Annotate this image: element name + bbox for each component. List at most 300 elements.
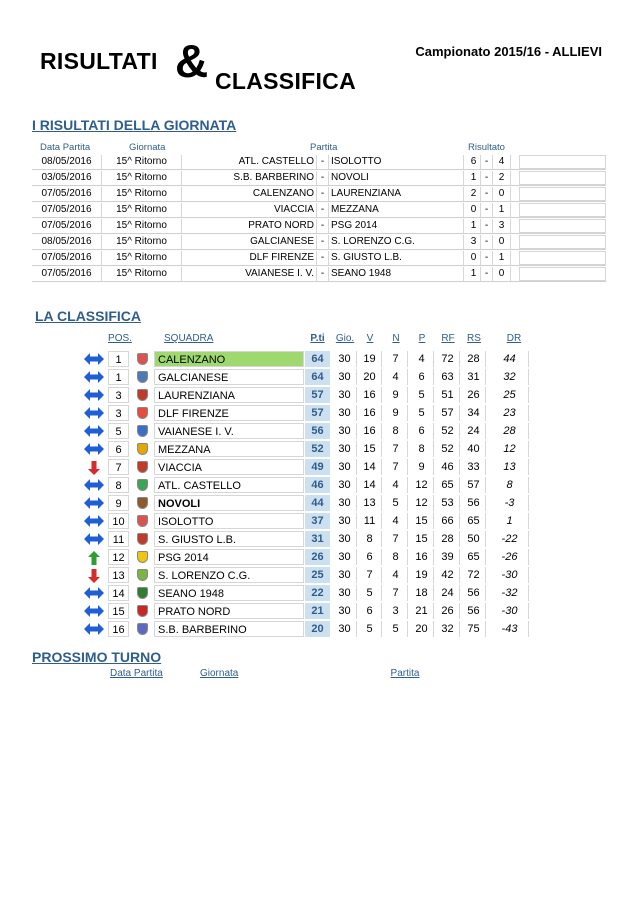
- result-away-goals: 1: [493, 251, 511, 265]
- result-giornata: 15^ Ritorno: [102, 187, 182, 201]
- standings-col-rs: RS: [467, 333, 481, 344]
- standings-col-dr: DR: [506, 333, 522, 344]
- standings-col-rf: RF: [441, 333, 455, 344]
- team-goals-for: 57: [436, 405, 460, 421]
- team-points: 57: [305, 387, 330, 403]
- arrow-left-right-icon: [84, 387, 106, 403]
- standings-col-pts: P.ti: [310, 333, 325, 344]
- result-date: 08/05/2016: [32, 155, 102, 169]
- team-position: 14: [108, 585, 129, 601]
- team-goal-difference: -22: [491, 531, 529, 547]
- team-goals-against: 33: [462, 459, 486, 475]
- team-goal-difference: 32: [491, 369, 529, 385]
- result-empty-cell: [519, 235, 606, 249]
- standings-row: [0, 422, 638, 440]
- team-points: 57: [305, 405, 330, 421]
- team-goals-against: 56: [462, 585, 486, 601]
- team-name: LAURENZIANA: [154, 387, 304, 403]
- team-goal-difference: -3: [491, 495, 529, 511]
- standings-row: [0, 404, 638, 422]
- team-played: 30: [333, 387, 357, 403]
- next-col-partita: Partita: [390, 668, 420, 679]
- team-played: 30: [333, 567, 357, 583]
- team-goals-against: 65: [462, 513, 486, 529]
- result-separator: -: [317, 235, 329, 249]
- team-wins: 6: [358, 549, 382, 565]
- result-empty-cell: [519, 187, 606, 201]
- team-played: 30: [333, 495, 357, 511]
- team-position: 5: [108, 423, 129, 439]
- team-wins: 13: [358, 495, 382, 511]
- result-home-team: VIACCIA: [182, 203, 317, 217]
- arrow-left-right-icon: [84, 441, 106, 457]
- result-row: [32, 266, 606, 282]
- result-row: [32, 234, 606, 250]
- team-wins: 16: [358, 423, 382, 439]
- team-wins: 5: [358, 621, 382, 637]
- result-empty-cell: [519, 267, 606, 281]
- result-home-goals: 1: [467, 171, 481, 185]
- team-goal-difference: -26: [491, 549, 529, 565]
- team-draws: 7: [384, 531, 408, 547]
- team-name: ATL. CASTELLO: [154, 477, 304, 493]
- standings-col-pos: POS.: [108, 333, 132, 344]
- result-row: [32, 218, 606, 234]
- team-goal-difference: 28: [491, 423, 529, 439]
- next-col-giornata: Giornata: [200, 668, 239, 679]
- team-goals-against: 72: [462, 567, 486, 583]
- team-goals-for: 26: [436, 603, 460, 619]
- result-away-goals: 0: [493, 267, 511, 281]
- result-date: 07/05/2016: [32, 251, 102, 265]
- team-draws: 9: [384, 405, 408, 421]
- team-goals-against: 56: [462, 603, 486, 619]
- result-score-separator: -: [481, 203, 493, 217]
- team-losses: 5: [410, 387, 434, 403]
- team-goals-against: 34: [462, 405, 486, 421]
- team-losses: 12: [410, 495, 434, 511]
- arrow-left-right-icon: [84, 405, 106, 421]
- team-logo-icon: [131, 405, 153, 421]
- result-home-goals: 0: [467, 203, 481, 217]
- arrow-left-right-icon: [84, 531, 106, 547]
- team-points: 26: [305, 549, 330, 565]
- team-goals-against: 26: [462, 387, 486, 403]
- team-draws: 8: [384, 549, 408, 565]
- standings-row: [0, 350, 638, 368]
- team-played: 30: [333, 369, 357, 385]
- arrow-left-right-icon: [84, 513, 106, 529]
- team-draws: 7: [384, 441, 408, 457]
- result-away-team: S. LORENZO C.G.: [329, 235, 464, 249]
- team-draws: 4: [384, 477, 408, 493]
- result-date: 07/05/2016: [32, 267, 102, 281]
- result-away-team: LAURENZIANA: [329, 187, 464, 201]
- team-goal-difference: 1: [491, 513, 529, 529]
- team-position: 8: [108, 477, 129, 493]
- team-position: 3: [108, 405, 129, 421]
- team-name: CALENZANO: [154, 351, 304, 367]
- arrow-left-right-icon: [84, 423, 106, 439]
- result-away-team: NOVOLI: [329, 171, 464, 185]
- team-goal-difference: 44: [491, 351, 529, 367]
- team-goal-difference: -30: [491, 567, 529, 583]
- results-table: [32, 154, 606, 282]
- team-draws: 7: [384, 585, 408, 601]
- team-name: SEANO 1948: [154, 585, 304, 601]
- team-logo-icon: [131, 531, 153, 547]
- team-goals-against: 65: [462, 549, 486, 565]
- team-logo-icon: [131, 567, 153, 583]
- result-row: [32, 202, 606, 218]
- result-home-goals: 0: [467, 251, 481, 265]
- team-losses: 8: [410, 441, 434, 457]
- team-name: S. LORENZO C.G.: [154, 567, 304, 583]
- team-points: 64: [305, 351, 330, 367]
- team-goals-against: 40: [462, 441, 486, 457]
- team-name: NOVOLI: [154, 495, 304, 511]
- team-logo-icon: [131, 387, 153, 403]
- arrow-left-right-icon: [84, 621, 106, 637]
- result-away-goals: 2: [493, 171, 511, 185]
- standings-row: [0, 584, 638, 602]
- team-position: 9: [108, 495, 129, 511]
- team-logo-icon: [131, 423, 153, 439]
- standings-row: [0, 494, 638, 512]
- team-draws: 4: [384, 567, 408, 583]
- team-goals-against: 75: [462, 621, 486, 637]
- standings-row: [0, 476, 638, 494]
- team-points: 64: [305, 369, 330, 385]
- standings-col-team: SQUADRA: [164, 333, 214, 344]
- standings-row: [0, 512, 638, 530]
- results-col-partita: Partita: [310, 142, 338, 153]
- team-draws: 4: [384, 369, 408, 385]
- team-points: 22: [305, 585, 330, 601]
- team-draws: 3: [384, 603, 408, 619]
- team-losses: 6: [410, 423, 434, 439]
- team-played: 30: [333, 513, 357, 529]
- team-draws: 9: [384, 387, 408, 403]
- team-losses: 19: [410, 567, 434, 583]
- team-goals-for: 65: [436, 477, 460, 493]
- result-empty-cell: [519, 251, 606, 265]
- result-row: [32, 250, 606, 266]
- team-points: 49: [305, 459, 330, 475]
- result-date: 07/05/2016: [32, 187, 102, 201]
- standings-row: [0, 368, 638, 386]
- team-logo-icon: [131, 477, 153, 493]
- team-played: 30: [333, 405, 357, 421]
- team-losses: 9: [410, 459, 434, 475]
- arrow-left-right-icon: [84, 477, 106, 493]
- team-points: 46: [305, 477, 330, 493]
- team-goals-for: 46: [436, 459, 460, 475]
- result-away-goals: 3: [493, 219, 511, 233]
- team-position: 6: [108, 441, 129, 457]
- result-giornata: 15^ Ritorno: [102, 267, 182, 281]
- team-position: 16: [108, 621, 129, 637]
- team-played: 30: [333, 603, 357, 619]
- team-points: 44: [305, 495, 330, 511]
- standings-row: [0, 386, 638, 404]
- team-goals-for: 52: [436, 423, 460, 439]
- standings-row: [0, 566, 638, 584]
- result-separator: -: [317, 267, 329, 281]
- team-points: 52: [305, 441, 330, 457]
- team-goals-against: 31: [462, 369, 486, 385]
- standings-row: [0, 620, 638, 638]
- team-position: 3: [108, 387, 129, 403]
- results-col-date: Data Partita: [40, 142, 91, 153]
- team-wins: 19: [358, 351, 382, 367]
- team-losses: 21: [410, 603, 434, 619]
- arrow-left-right-icon: [84, 585, 106, 601]
- team-position: 15: [108, 603, 129, 619]
- result-giornata: 15^ Ritorno: [102, 155, 182, 169]
- result-away-team: ISOLOTTO: [329, 155, 464, 169]
- result-home-team: GALCIANESE: [182, 235, 317, 249]
- team-played: 30: [333, 459, 357, 475]
- results-header: [32, 142, 606, 154]
- team-draws: 7: [384, 459, 408, 475]
- result-home-goals: 3: [467, 235, 481, 249]
- arrow-left-right-icon: [84, 369, 106, 385]
- team-goal-difference: -30: [491, 603, 529, 619]
- team-wins: 7: [358, 567, 382, 583]
- result-away-team: MEZZANA: [329, 203, 464, 217]
- result-empty-cell: [519, 203, 606, 217]
- next-round-section-title: PROSSIMO TURNO: [32, 649, 162, 665]
- team-logo-icon: [131, 585, 153, 601]
- result-home-goals: 1: [467, 219, 481, 233]
- result-home-team: CALENZANO: [182, 187, 317, 201]
- arrow-left-right-icon: [84, 495, 106, 511]
- team-played: 30: [333, 477, 357, 493]
- team-goals-against: 56: [462, 495, 486, 511]
- result-date: 07/05/2016: [32, 219, 102, 233]
- team-goals-for: 24: [436, 585, 460, 601]
- result-score-separator: -: [481, 267, 493, 281]
- team-goals-for: 53: [436, 495, 460, 511]
- team-goal-difference: 13: [491, 459, 529, 475]
- arrow-left-right-icon: [84, 603, 106, 619]
- result-home-team: DLF FIRENZE: [182, 251, 317, 265]
- team-goals-against: 50: [462, 531, 486, 547]
- team-points: 56: [305, 423, 330, 439]
- team-losses: 12: [410, 477, 434, 493]
- result-separator: -: [317, 219, 329, 233]
- team-name: S. GIUSTO L.B.: [154, 531, 304, 547]
- team-name: MEZZANA: [154, 441, 304, 457]
- team-goals-for: 51: [436, 387, 460, 403]
- team-logo-icon: [131, 495, 153, 511]
- team-position: 1: [108, 369, 129, 385]
- result-row: [32, 186, 606, 202]
- team-name: VIACCIA: [154, 459, 304, 475]
- team-played: 30: [333, 441, 357, 457]
- result-score-separator: -: [481, 219, 493, 233]
- team-name: PSG 2014: [154, 549, 304, 565]
- arrow-left-right-icon: [84, 351, 106, 367]
- team-played: 30: [333, 585, 357, 601]
- result-empty-cell: [519, 155, 606, 169]
- team-goal-difference: -32: [491, 585, 529, 601]
- result-score-separator: -: [481, 251, 493, 265]
- result-score-separator: -: [481, 155, 493, 169]
- team-wins: 8: [358, 531, 382, 547]
- result-away-goals: 4: [493, 155, 511, 169]
- result-empty-cell: [519, 219, 606, 233]
- results-section-title: I RISULTATI DELLA GIORNATA: [32, 117, 237, 133]
- team-position: 10: [108, 513, 129, 529]
- team-losses: 6: [410, 369, 434, 385]
- result-giornata: 15^ Ritorno: [102, 251, 182, 265]
- team-goals-for: 39: [436, 549, 460, 565]
- result-separator: -: [317, 203, 329, 217]
- result-home-team: S.B. BARBERINO: [182, 171, 317, 185]
- team-logo-icon: [131, 603, 153, 619]
- result-score-separator: -: [481, 187, 493, 201]
- standings-col-p: P: [418, 333, 426, 344]
- team-position: 11: [108, 531, 129, 547]
- team-goals-for: 42: [436, 567, 460, 583]
- result-giornata: 15^ Ritorno: [102, 219, 182, 233]
- result-empty-cell: [519, 171, 606, 185]
- standings-row: [0, 458, 638, 476]
- result-score-separator: -: [481, 235, 493, 249]
- team-draws: 7: [384, 351, 408, 367]
- result-giornata: 15^ Ritorno: [102, 235, 182, 249]
- result-away-goals: 0: [493, 187, 511, 201]
- result-separator: -: [317, 251, 329, 265]
- team-points: 31: [305, 531, 330, 547]
- team-name: GALCIANESE: [154, 369, 304, 385]
- team-goal-difference: 25: [491, 387, 529, 403]
- team-name: VAIANESE I. V.: [154, 423, 304, 439]
- result-home-team: PRATO NORD: [182, 219, 317, 233]
- team-wins: 15: [358, 441, 382, 457]
- result-separator: -: [317, 155, 329, 169]
- result-home-goals: 1: [467, 267, 481, 281]
- team-goals-for: 32: [436, 621, 460, 637]
- team-losses: 20: [410, 621, 434, 637]
- team-points: 21: [305, 603, 330, 619]
- result-away-goals: 0: [493, 235, 511, 249]
- result-giornata: 15^ Ritorno: [102, 203, 182, 217]
- standings-col-n: N: [392, 333, 400, 344]
- arrow-up-icon: [84, 549, 106, 565]
- team-goals-for: 66: [436, 513, 460, 529]
- team-name: ISOLOTTO: [154, 513, 304, 529]
- title-risultati: RISULTATI: [40, 48, 158, 74]
- result-away-team: PSG 2014: [329, 219, 464, 233]
- team-goals-against: 24: [462, 423, 486, 439]
- team-goals-for: 72: [436, 351, 460, 367]
- result-away-team: S. GIUSTO L.B.: [329, 251, 464, 265]
- team-goals-for: 52: [436, 441, 460, 457]
- team-played: 30: [333, 621, 357, 637]
- team-played: 30: [333, 423, 357, 439]
- team-draws: 5: [384, 495, 408, 511]
- team-wins: 14: [358, 477, 382, 493]
- team-position: 1: [108, 351, 129, 367]
- team-name: DLF FIRENZE: [154, 405, 304, 421]
- team-name: PRATO NORD: [154, 603, 304, 619]
- team-losses: 4: [410, 351, 434, 367]
- standings-header: [0, 333, 638, 347]
- team-losses: 5: [410, 405, 434, 421]
- result-giornata: 15^ Ritorno: [102, 171, 182, 185]
- standings-table: [0, 350, 638, 638]
- team-losses: 15: [410, 531, 434, 547]
- team-logo-icon: [131, 513, 153, 529]
- team-wins: 5: [358, 585, 382, 601]
- standings-col-gio: Gio.: [335, 333, 355, 344]
- standings-row: [0, 530, 638, 548]
- team-goals-for: 28: [436, 531, 460, 547]
- team-logo-icon: [131, 369, 153, 385]
- team-position: 13: [108, 567, 129, 583]
- title-classifica: CLASSIFICA: [215, 68, 356, 94]
- team-goals-for: 63: [436, 369, 460, 385]
- team-goal-difference: 8: [491, 477, 529, 493]
- team-goal-difference: 23: [491, 405, 529, 421]
- team-logo-icon: [131, 549, 153, 565]
- team-wins: 20: [358, 369, 382, 385]
- team-logo-icon: [131, 459, 153, 475]
- result-home-goals: 2: [467, 187, 481, 201]
- result-home-team: VAIANESE I. V.: [182, 267, 317, 281]
- result-row: [32, 154, 606, 170]
- result-date: 07/05/2016: [32, 203, 102, 217]
- team-losses: 16: [410, 549, 434, 565]
- team-wins: 16: [358, 387, 382, 403]
- team-logo-icon: [131, 441, 153, 457]
- team-position: 12: [108, 549, 129, 565]
- result-separator: -: [317, 171, 329, 185]
- result-home-team: ATL. CASTELLO: [182, 155, 317, 169]
- result-away-team: SEANO 1948: [329, 267, 464, 281]
- championship-label: Campionato 2015/16 - ALLIEVI: [415, 44, 602, 59]
- result-score-separator: -: [481, 171, 493, 185]
- team-goal-difference: -43: [491, 621, 529, 637]
- team-points: 37: [305, 513, 330, 529]
- team-losses: 15: [410, 513, 434, 529]
- result-date: 08/05/2016: [32, 235, 102, 249]
- team-goals-against: 57: [462, 477, 486, 493]
- team-played: 30: [333, 549, 357, 565]
- arrow-down-icon: [84, 567, 106, 583]
- team-draws: 4: [384, 513, 408, 529]
- team-wins: 6: [358, 603, 382, 619]
- team-logo-icon: [131, 621, 153, 637]
- team-points: 20: [305, 621, 330, 637]
- result-home-goals: 6: [467, 155, 481, 169]
- standings-row: [0, 440, 638, 458]
- team-goal-difference: 12: [491, 441, 529, 457]
- result-date: 03/05/2016: [32, 171, 102, 185]
- team-position: 7: [108, 459, 129, 475]
- team-wins: 14: [358, 459, 382, 475]
- team-draws: 8: [384, 423, 408, 439]
- team-played: 30: [333, 531, 357, 547]
- team-name: S.B. BARBERINO: [154, 621, 304, 637]
- team-wins: 11: [358, 513, 382, 529]
- result-row: [32, 170, 606, 186]
- team-draws: 5: [384, 621, 408, 637]
- team-wins: 16: [358, 405, 382, 421]
